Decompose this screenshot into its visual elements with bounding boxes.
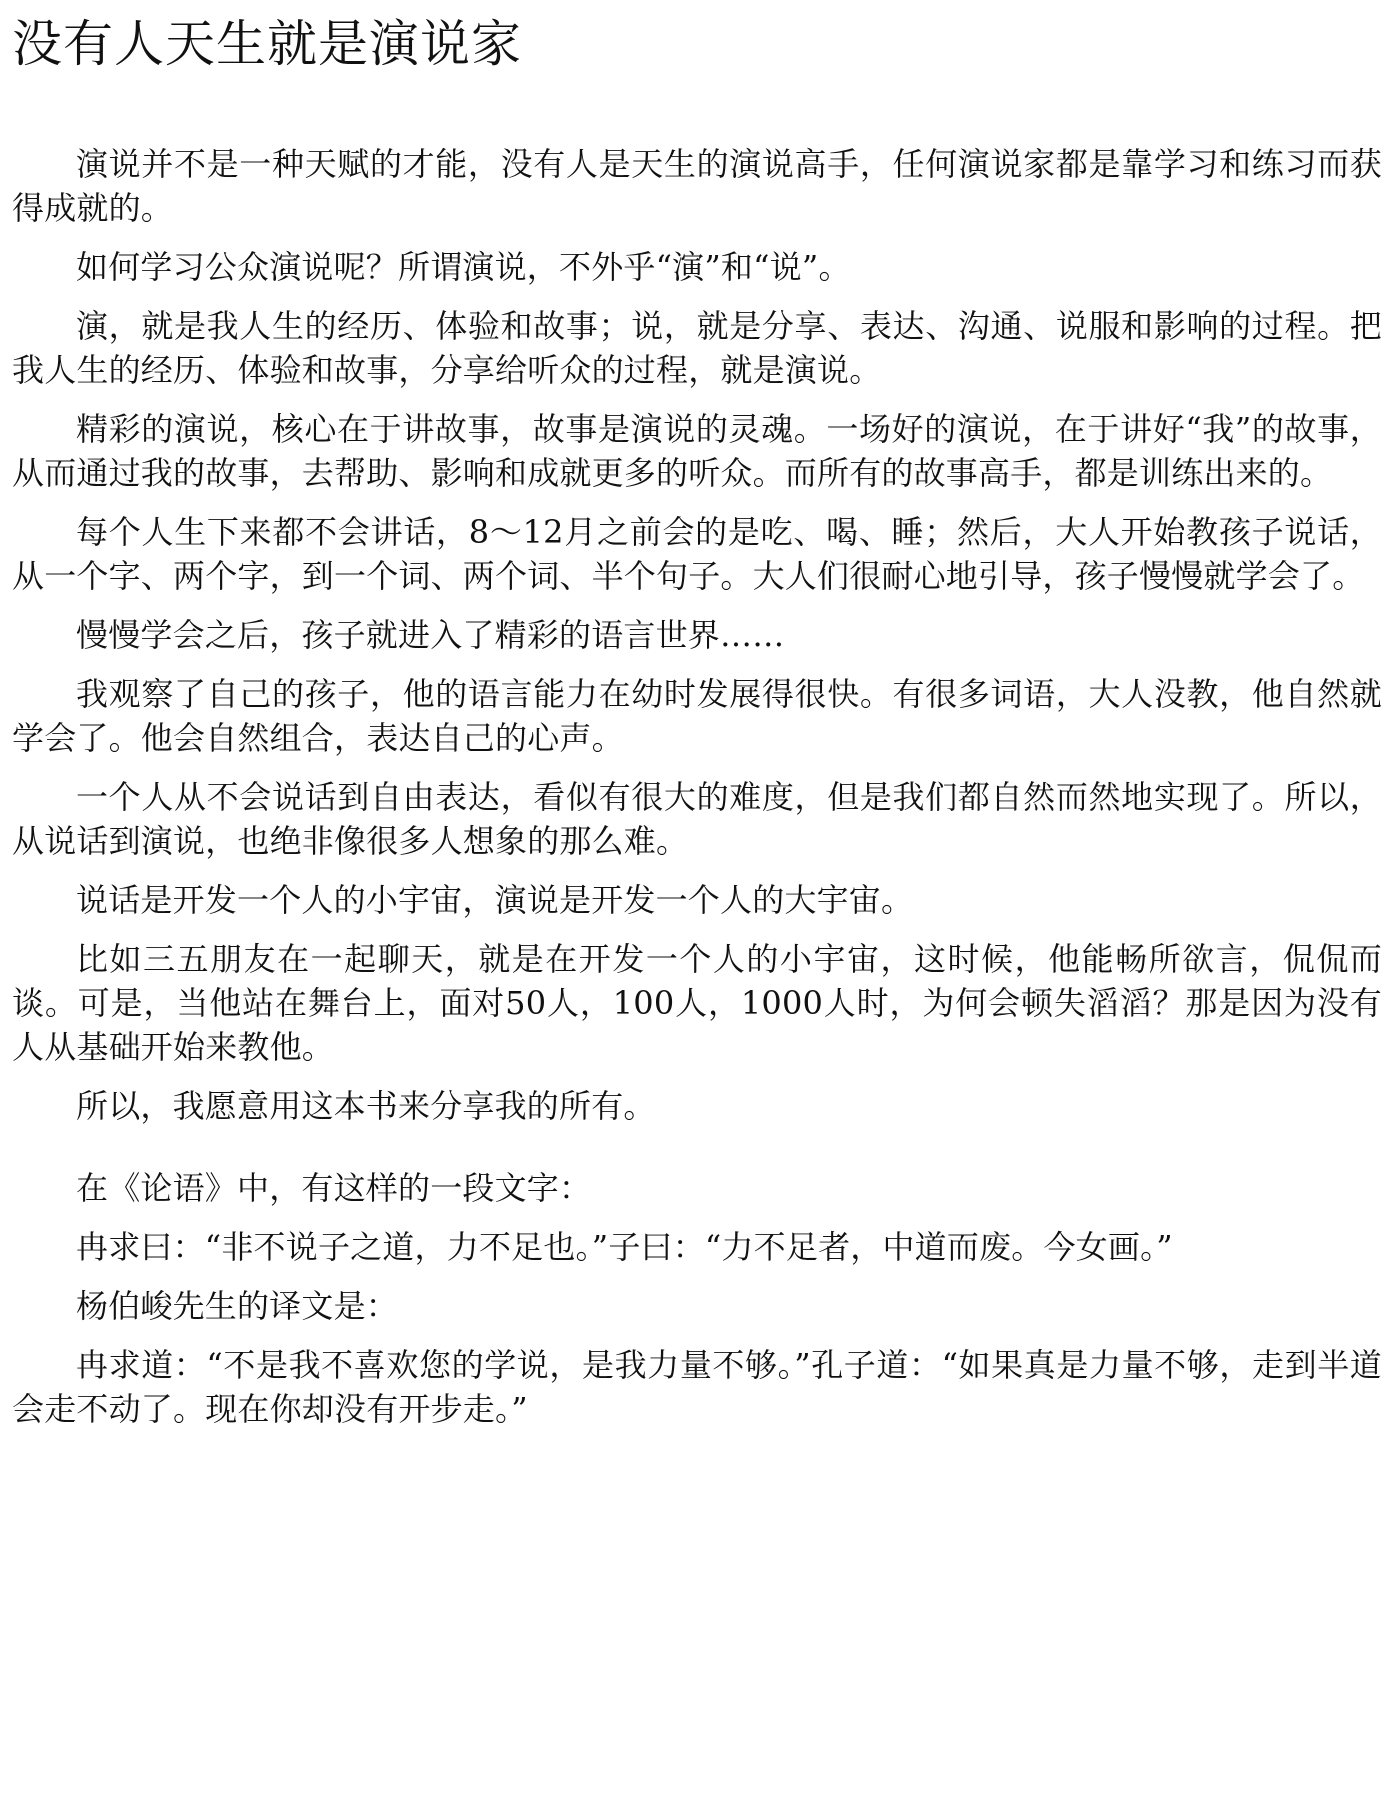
paragraph: 慢慢学会之后，孩子就进入了精彩的语言世界…… [76, 616, 785, 654]
paragraph: 杨伯峻先生的译文是： [76, 1287, 399, 1325]
paragraph: 一个人从不会说话到自由表达，看似有很大的难度，但是我们都自然而然地实现了。所以，从说话到演说，也绝非像很多人想象的那么难。 [12, 778, 1382, 860]
paragraph: 冉求曰：“非不说子之道，力不足也。”子曰：“力不足者，中道而废。今女画。” [76, 1228, 1173, 1266]
body-text [12, 142, 1382, 1431]
page-title: 没有人天生就是演说家 [12, 15, 522, 73]
paragraph: 每个人生下来都不会讲话，8～12月之前会的是吃、喝、睡；然后，大人开始教孩子说话，从一个字、两个字，到一个词、两个词、半个句子。大人们很耐心地引导，孩子慢慢就学会了。 [12, 513, 1382, 595]
paragraph: 演说并不是一种天赋的才能，没有人是天生的演说高手，任何演说家都是靠学习和练习而获得成就的。 [12, 145, 1382, 227]
paragraph: 我观察了自己的孩子，他的语言能力在幼时发展得很快。有很多词语，大人没教，他自然就学会了。他会自然组合，表达自己的心声。 [12, 675, 1382, 757]
paragraph: 比如三五朋友在一起聊天，就是在开发一个人的小宇宙，这时候，他能畅所欲言，侃侃而谈。可是，当他站在舞台上，面对50人，100人，1000人时，为何会顿失滔滔？那是因为没有人从基础开始来教他。 [12, 940, 1382, 1066]
paragraph: 冉求道：“不是我不喜欢您的学说，是我力量不够。”孔子道：“如果真是力量不够，走到半道会走不动了。现在你却没有开步走。” [12, 1346, 1382, 1428]
paragraph: 如何学习公众演说呢？所谓演说，不外乎“演”和“说”。 [76, 248, 851, 286]
paragraph: 在《论语》中，有这样的一段文字： [76, 1169, 592, 1207]
paragraph: 说话是开发一个人的小宇宙，演说是开发一个人的大宇宙。 [76, 881, 914, 919]
paragraph: 演，就是我人生的经历、体验和故事；说，就是分享、表达、沟通、说服和影响的过程。把我人生的经历、体验和故事，分享给听众的过程，就是演说。 [12, 307, 1382, 389]
paragraph: 精彩的演说，核心在于讲故事，故事是演说的灵魂。一场好的演说，在于讲好“我”的故事，从而通过我的故事，去帮助、影响和成就更多的听众。而所有的故事高手，都是训练出来的。 [12, 410, 1382, 492]
paragraph: 所以，我愿意用这本书来分享我的所有。 [76, 1087, 656, 1125]
document-page [12, 0, 1382, 1446]
